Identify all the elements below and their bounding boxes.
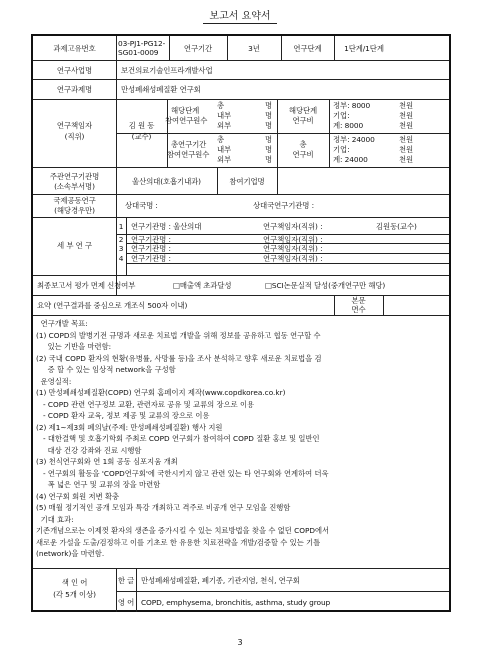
stage-funds-corp-unit: 천원 xyxy=(399,111,414,120)
stage-external: 외부 xyxy=(217,121,232,130)
body-line: - COPD 환자 교육, 정보 제공 및 교류의 장으로 이용 xyxy=(36,411,210,420)
business-value: 보건의료기술인프라개발사업 xyxy=(121,66,213,75)
stage-internal-unit: 명 xyxy=(265,111,273,120)
org-label-sub: (소속부서명) xyxy=(54,182,95,191)
total-internal-unit: 명 xyxy=(265,145,273,154)
detail-no: 1 xyxy=(118,222,124,231)
detail-org: 연구기관명 : xyxy=(131,235,171,244)
body-line: (1) 만성폐쇄성폐질환(COPD) 연구회 홈페이지 제작(www.copdkorea.co.kr) xyxy=(36,388,286,397)
summary-body xyxy=(36,318,446,560)
stage-researchers-label: 해당단계 xyxy=(171,106,200,115)
period-label: 연구기간 xyxy=(183,44,213,53)
eval-option-sales[interactable]: □매출액 초과달성 xyxy=(173,281,232,290)
stage-value: 1단계/1단계 xyxy=(344,44,384,53)
body-line: 증 할 수 있는 임상적 network을 구성함 xyxy=(36,365,176,374)
eval-option-sci[interactable]: □SCI논문실적 달성(중개연구만 해당) xyxy=(265,281,386,290)
detail-pi: 연구책임자(직위) : xyxy=(263,235,323,244)
keywords-en-label: 영 어 xyxy=(117,598,135,607)
summary-label: 요약 (연구결과를 중심으로 개조식 500자 이내) xyxy=(37,301,188,310)
stage-funds-label-2: 연구비 xyxy=(292,116,314,125)
total-total-unit: 명 xyxy=(265,135,273,144)
project-value: 만성폐쇄성폐질환 연구회 xyxy=(121,85,201,94)
total-funds-corp-unit: 천원 xyxy=(399,145,414,154)
document-title: 보고서 요약서 xyxy=(0,7,480,22)
stage-internal: 내부 xyxy=(217,111,232,120)
stage-funds-sum: 계: 8000 xyxy=(333,121,364,130)
stage-researchers-label-2: 참여연구원수 xyxy=(165,116,208,125)
total-funds-corp: 기업: xyxy=(333,145,350,154)
detail-no: 2 xyxy=(118,235,124,244)
body-line: 운영실적: xyxy=(36,376,72,386)
stage-total: 총 xyxy=(217,101,225,110)
body-line: (4) 연구회 회원 저변 확충 xyxy=(36,491,120,501)
business-label: 연구사업명 xyxy=(56,66,93,75)
body-line: 기대 효과: xyxy=(36,514,74,524)
body-line: 대상 건강 강좌와 진료 시행함 xyxy=(36,445,142,455)
intl-label-sub: (해당경우만) xyxy=(54,206,95,215)
stage-external-unit: 명 xyxy=(265,121,273,130)
intl-label: 국제공동연구 xyxy=(53,196,96,205)
total-total: 총 xyxy=(217,135,225,144)
keywords-ko: 만성폐쇄성폐질환, 폐기종, 기관지염, 천식, 연구회 xyxy=(141,576,300,585)
total-funds-gov-unit: 천원 xyxy=(399,135,414,144)
org-value: 울산의대(호흡기내과) xyxy=(132,177,201,186)
body-line: (3) 천식연구회와 연 1회 공동 심포지움 개최 xyxy=(36,457,178,466)
pi-label-sub: (직위) xyxy=(64,132,85,141)
body-line: - 대한결핵 및 호흡기학회 주최로 COPD 연구회가 참여하여 COPD 질환 홍보 및 일반인 xyxy=(36,434,320,443)
period-value: 3년 xyxy=(248,44,260,53)
keywords-en: COPD, emphysema, bronchitis, asthma, study group xyxy=(141,598,331,607)
body-line: 새로운 가설을 도출/검정하고 이를 기초로 한 유용한 치료전략을 개발/검증할 수 있는 기틀 xyxy=(36,537,321,547)
total-external: 외부 xyxy=(217,155,232,164)
body-line: - 연구회의 활동을 'COPD연구회'에 국한시키지 않고 관련 있는 타 연구회와 연계하여 더욱 xyxy=(36,468,329,478)
org-label: 주관연구기관명 xyxy=(49,172,100,181)
stage-label: 연구단계 xyxy=(293,44,322,53)
project-no-label: 과제고유번호 xyxy=(53,44,96,53)
body-line: (network)을 마련함. xyxy=(36,549,105,558)
stage-funds-gov-unit: 천원 xyxy=(399,101,414,110)
pages-label: 본문 xyxy=(351,296,366,305)
keywords-label-sub: (각 5개 이상) xyxy=(53,590,96,599)
pages-label-2: 면수 xyxy=(351,305,366,314)
stage-funds-corp: 기업: xyxy=(333,111,350,120)
total-funds-sum: 계: 24000 xyxy=(333,155,368,164)
detail-org: 연구기관명 : xyxy=(131,254,171,263)
project-no-line-2: SG01-0009 xyxy=(118,48,159,57)
total-researchers-label: 총연구기간 xyxy=(171,140,207,149)
detail-name: 김원동(교수) xyxy=(376,222,417,231)
detail-no: 4 xyxy=(118,254,124,263)
detail-pi: 연구책임자(직위) : xyxy=(263,222,323,231)
total-funds-label: 총 xyxy=(299,140,307,149)
stage-funds-label: 해당단계 xyxy=(288,106,318,115)
project-label: 연구과제명 xyxy=(56,85,93,94)
total-external-unit: 명 xyxy=(265,155,273,164)
body-line: 연구개발 목표: xyxy=(36,319,88,328)
total-funds-label-2: 연구비 xyxy=(292,150,314,159)
detail-pi: 연구책임자(직위) : xyxy=(263,244,323,253)
detail-pi: 연구책임자(직위) : xyxy=(263,254,323,263)
total-researchers-label-2: 참여연구원수 xyxy=(167,150,210,159)
keywords-label: 색 인 어 xyxy=(61,578,88,587)
keywords-ko-label: 한 글 xyxy=(117,576,135,585)
pi-name: 김 원 동 xyxy=(128,121,155,130)
pi-position: (교수) xyxy=(131,132,152,141)
detail-no: 3 xyxy=(118,244,124,253)
project-no-line-1: 03-PJ1-PG12- xyxy=(118,39,166,48)
body-line: - COPD 관련 연구정보 교환, 관련자료 공유 및 교류의 장으로 이용 xyxy=(36,399,255,409)
body-line: 폭 넓은 연구 및 교류의 장을 마련함 xyxy=(36,480,161,489)
detail-label: 세 부 연 구 xyxy=(57,241,92,250)
stage-funds-gov: 정부: 8000 xyxy=(333,101,371,110)
body-line: (1) COPD의 발병기전 규명과 새로운 치료법 개발을 위해 정보를 공유하고 협동 연구할 수 xyxy=(36,330,321,340)
detail-org: 연구기관명 : 울산의대 xyxy=(131,222,202,231)
body-line: (2) 국내 COPD 환자의 현황(유병률, 사망률 등)을 조사 분석하고 향후 새로운 치료법을 검 xyxy=(36,353,322,363)
pi-label: 연구책임자 xyxy=(56,121,93,130)
stage-total-unit: 명 xyxy=(265,101,273,110)
stage-funds-sum-unit: 천원 xyxy=(399,121,414,130)
eval-label: 최종보고서 평가 면제 신청여부 xyxy=(37,281,136,290)
total-funds-sum-unit: 천원 xyxy=(399,155,414,164)
page-number: 3 xyxy=(237,638,243,647)
body-line: (2) 제1~제3회 폐의날(주제: 만성폐쇄성폐질환) 행사 지원 xyxy=(36,422,223,432)
detail-org: 연구기관명 : xyxy=(131,244,171,253)
partner-country: 상대국명 : xyxy=(125,201,158,210)
body-line: 기존개념으로는 이제껏 환자의 생존을 증가시킬 수 있는 치료방법을 찾을 수 없던 COPD에서 xyxy=(36,526,330,535)
total-funds-gov: 정부: 24000 xyxy=(333,135,375,144)
body-line: 있는 기반을 마련함: xyxy=(36,342,112,351)
body-line: (5) 매월 정기적인 공개 모임과 특강 개최하고 격주로 비공개 연구 모임을 진행함 xyxy=(36,503,291,512)
company-label: 참여기업명 xyxy=(229,177,265,186)
partner-org: 상대국연구기관명 : xyxy=(253,201,314,210)
total-internal: 내부 xyxy=(217,145,232,154)
